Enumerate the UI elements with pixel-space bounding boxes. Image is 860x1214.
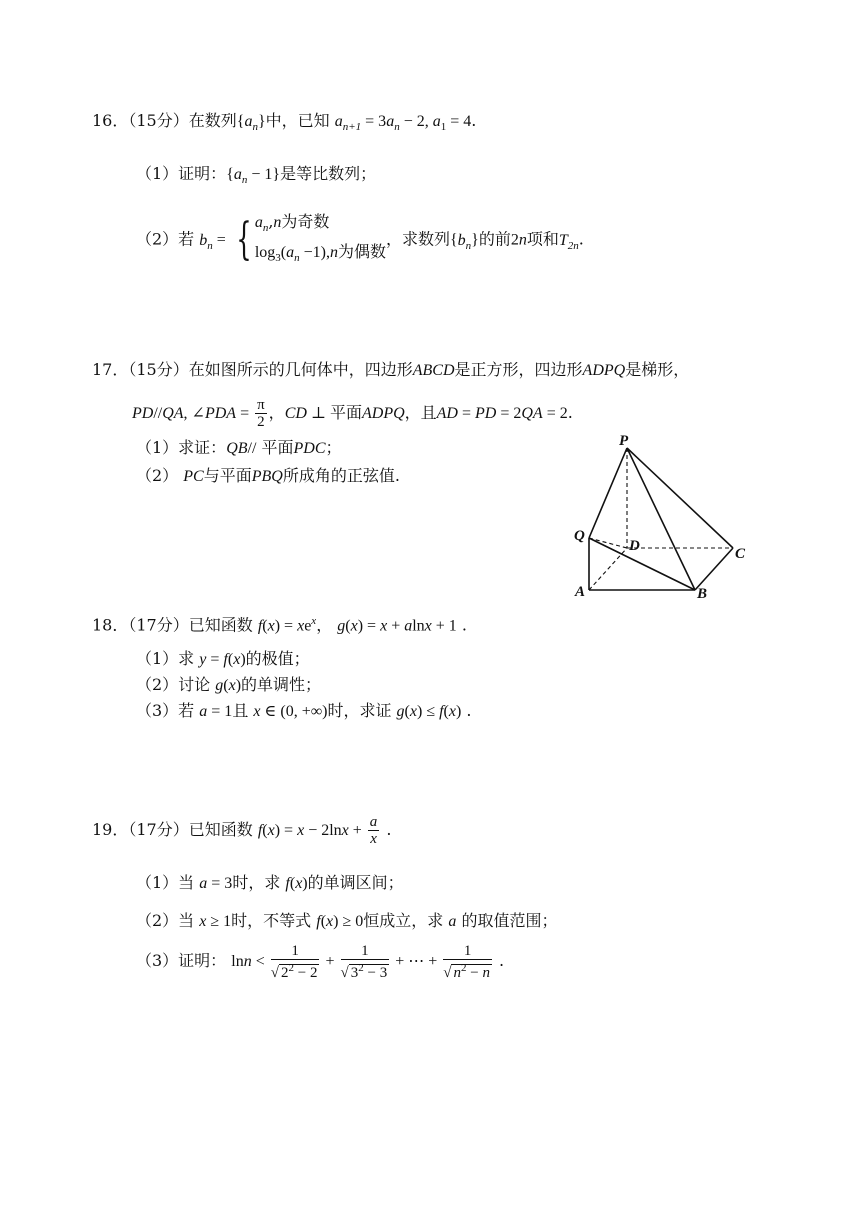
q17-stem-line1: 17．（15分）在如图所示的几何体中，四边形ABCD是正方形，四边形ADPQ是梯形， — [92, 360, 690, 379]
q18-part1: （1）求 y = f(x)的极值； — [136, 649, 310, 668]
label-P: P — [619, 433, 629, 449]
q16-part2: （2）若 $b_n$ = { $a_n,n$为奇数 $\log_3(a_n -1),n$为偶数 ，求数列$\{b_n\}$的前2n项和$T_{2n}$. — [136, 212, 584, 266]
q16-part1: （1）证明：$\{a_n - 1\}$是等比数列； — [136, 164, 377, 187]
label-A: A — [575, 584, 586, 600]
label-Q: Q — [574, 528, 585, 544]
q19-number: 19．（17分） — [92, 820, 189, 839]
label-D: D — [629, 538, 640, 554]
q16-stem: 16．（15分）在数列$\{a_n\}$中，已知 $a_{n+1} = 3a_n - 2$, $a_1 = 4$. — [92, 111, 477, 134]
q19-part1: （1）当 a = 3时，求 f(x)的单调区间； — [136, 873, 404, 892]
q19-part2: （2）当 x ≥ 1时，不等式 f(x) ≥ 0恒成立，求 a 的取值范围； — [136, 911, 558, 930]
q18-part3: （3）若 a = 1且 x ∈ (0, +∞)时，求证 g(x) ≤ f(x) . — [136, 701, 472, 720]
q19-part3: （3）证明： lnn < $\frac{1}{√ 2^2 - 2}$ + $\frac{1}{√ 3^2 - 3}$ + ⋯ + $\frac{1}{√ n^2 - n}$ . — [136, 942, 505, 981]
q18-number: 18．（17分） — [92, 615, 189, 635]
q18-part2: （2）讨论 g(x)的单调性； — [136, 675, 322, 694]
q18-stem: 18．（17分）已知函数 $f(x) = xe^x$， g(x) = x + alnx + 1 . — [92, 615, 467, 635]
q16-number: 16．（15分） — [92, 111, 189, 130]
q17-part1: （1）求证：QB// 平面PDC； — [136, 438, 342, 457]
label-B: B — [697, 586, 708, 600]
q19-stem: 19．（17分）已知函数 f(x) = x − 2lnx + $\frac{a}{x}$ . — [92, 814, 392, 847]
geometry-figure — [565, 430, 755, 600]
label-C: C — [735, 546, 746, 562]
q17-stem-line2: PD//QA, ∠PDA = $\frac{\pi}{2}$ ，CD ⊥ 平面ADPQ，且AD = PD = 2QA = 2. — [132, 397, 573, 430]
q17-number: 17．（15分） — [92, 360, 189, 379]
q17-part2: （2） PC与平面PBQ所成角的正弦值. — [136, 466, 400, 485]
